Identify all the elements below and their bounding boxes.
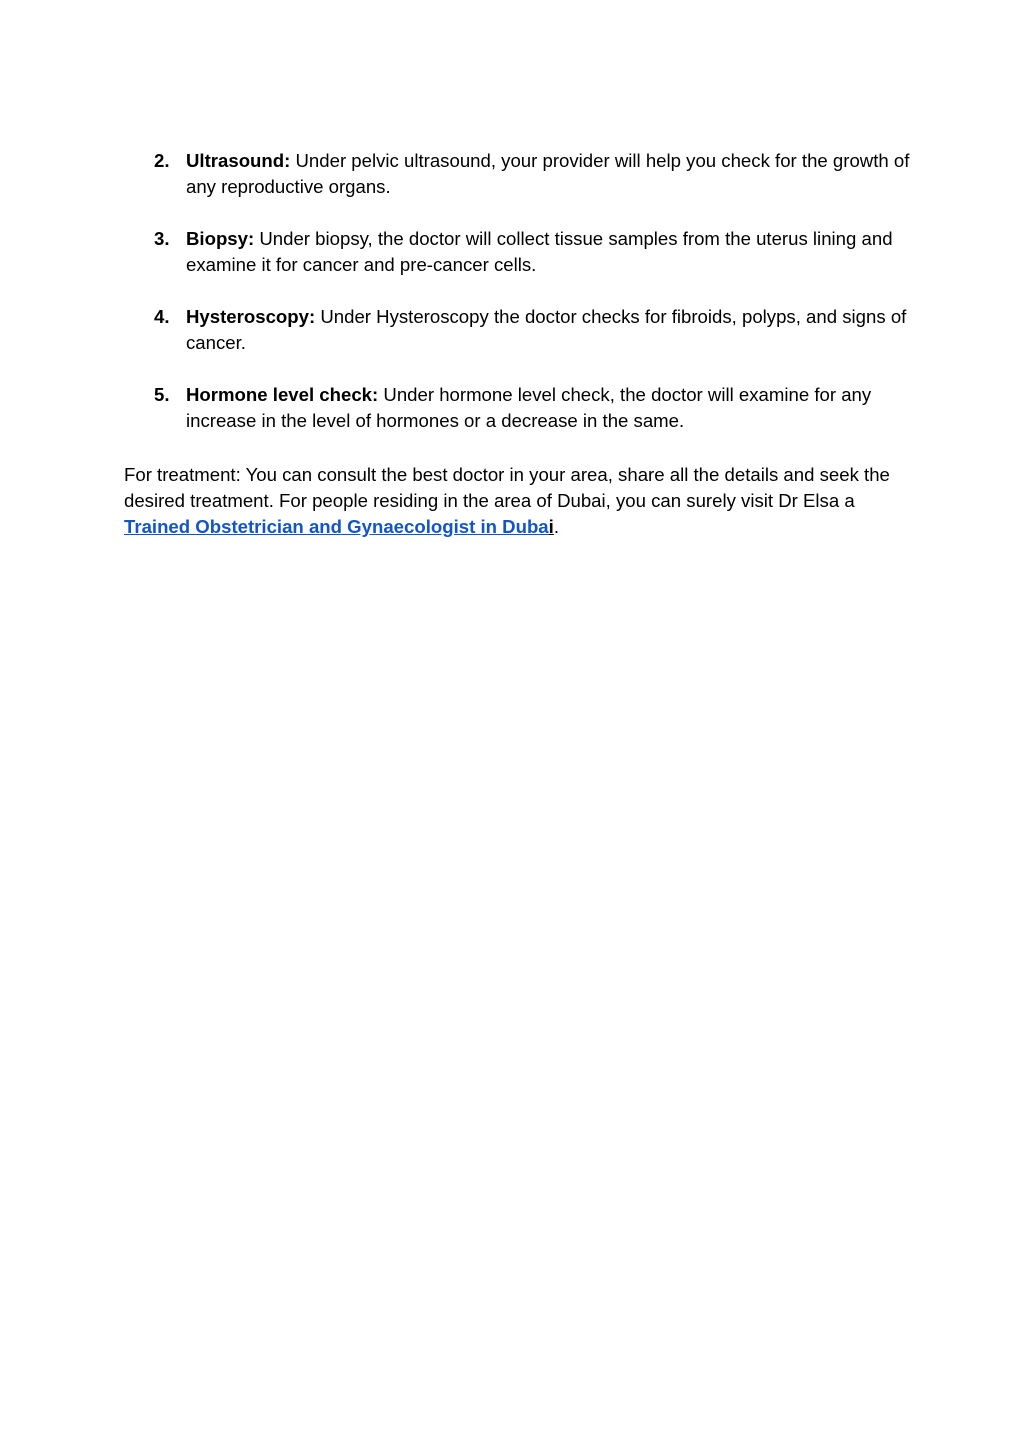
list-number: 5. — [154, 384, 170, 405]
paragraph-text: For treatment: You can consult the best doctor in your area, share all the details and seek the desired treatment. For people residing in the area of Dubai, you can surely visit Dr Elsa a — [124, 464, 890, 511]
item-text: Under Hysteroscopy the doctor checks for fibroids, polyps, and signs of cancer. — [186, 306, 907, 353]
paragraph-end-text: . — [553, 516, 559, 537]
item-term: Hysteroscopy: — [186, 306, 316, 327]
item-text: Under hormone level check, the doctor will examine for any increase in the level of hormones or a decrease in the same. — [186, 384, 872, 431]
item-text: Under biopsy, the doctor will collect tissue samples from the uterus lining and examine it for cancer and pre-cancer cells. — [186, 228, 893, 275]
list-number: 4. — [154, 306, 170, 327]
link-tail-text: i — [548, 516, 554, 537]
treatment-paragraph — [124, 462, 914, 540]
item-term: Hormone level check: — [186, 384, 379, 405]
item-term: Ultrasound: — [186, 150, 291, 171]
list-number: 3. — [154, 228, 170, 249]
list-item-hysteroscopy — [124, 304, 914, 356]
doctor-link[interactable]: Trained Obstetrician and Gynaecologist in Duba — [124, 516, 549, 537]
list-item-biopsy — [124, 226, 914, 278]
list-item-hormone-level-check — [124, 382, 914, 434]
item-term: Biopsy: — [186, 228, 255, 249]
item-text: Under pelvic ultrasound, your provider will help you check for the growth of any reproductive organs. — [186, 150, 910, 197]
list-item-ultrasound — [124, 148, 914, 200]
numbered-list — [124, 148, 914, 460]
list-number: 2. — [154, 150, 170, 171]
